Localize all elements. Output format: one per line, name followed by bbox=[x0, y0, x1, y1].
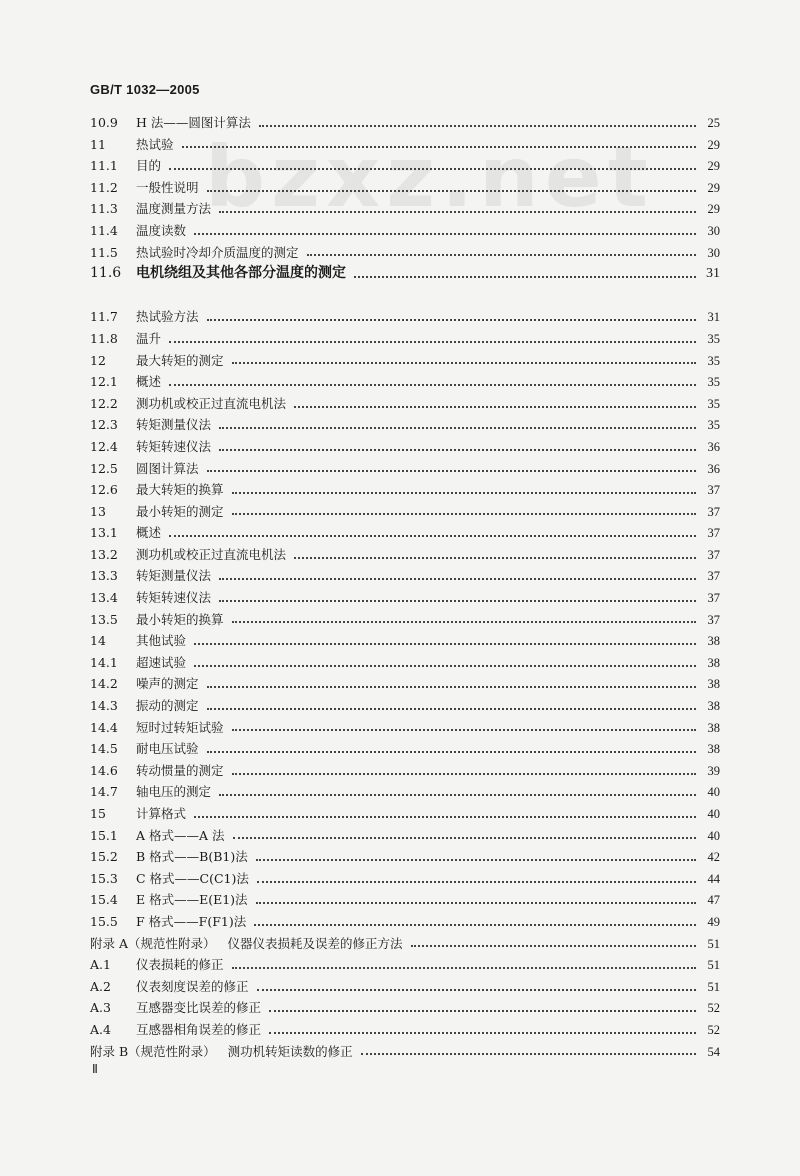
toc-entry-page: 35 bbox=[707, 353, 720, 368]
toc-entry-title: E 格式——E(E1)法 bbox=[136, 892, 248, 908]
toc-entry[interactable] bbox=[90, 544, 720, 566]
toc-entry-page: 40 bbox=[707, 785, 720, 800]
toc-entry-number: 12.6 bbox=[90, 482, 118, 498]
toc-entry-title: 互感器相角误差的修正 bbox=[136, 1021, 262, 1037]
toc-entry-title: 其他试验 bbox=[136, 633, 187, 649]
toc-entry-title: 目的 bbox=[136, 158, 162, 174]
dot-leader bbox=[256, 902, 696, 904]
toc-entry[interactable] bbox=[90, 889, 720, 911]
toc-entry[interactable] bbox=[90, 738, 720, 760]
toc-entry-number: A.4 bbox=[90, 1021, 111, 1037]
toc-entry[interactable] bbox=[90, 760, 720, 782]
toc-entry-page: 37 bbox=[707, 547, 720, 562]
dot-leader bbox=[232, 513, 696, 515]
toc-entry-page: 52 bbox=[707, 1022, 720, 1037]
dot-leader bbox=[207, 708, 696, 710]
toc-entry-title: 短时过转矩试验 bbox=[136, 719, 224, 735]
toc-entry-title: 最大转矩的换算 bbox=[136, 482, 224, 498]
toc-entry-title: 温度测量方法 bbox=[136, 201, 212, 217]
toc-entry[interactable] bbox=[90, 328, 720, 350]
toc-entry[interactable] bbox=[90, 522, 720, 544]
toc-entry[interactable] bbox=[90, 134, 720, 156]
dot-leader bbox=[169, 535, 696, 537]
toc-entry[interactable] bbox=[90, 609, 720, 631]
dot-leader bbox=[411, 945, 696, 947]
toc-entry-title: 振动的测定 bbox=[136, 698, 199, 714]
toc-entry-page: 35 bbox=[707, 396, 720, 411]
dot-leader bbox=[207, 686, 696, 688]
dot-leader bbox=[207, 319, 696, 321]
toc-entry-number: 12.4 bbox=[90, 438, 118, 454]
toc-entry-number: 13.4 bbox=[90, 590, 118, 606]
toc-entry-page: 54 bbox=[707, 1044, 720, 1059]
toc-entry-page: 37 bbox=[707, 483, 720, 498]
dot-leader bbox=[169, 384, 696, 386]
toc-entry-page: 40 bbox=[707, 828, 720, 843]
dot-leader bbox=[269, 1032, 696, 1034]
dot-leader bbox=[256, 859, 696, 861]
toc-entry-number: 14.6 bbox=[90, 762, 118, 778]
dot-leader bbox=[232, 621, 696, 623]
toc-entry-page: 38 bbox=[707, 742, 720, 757]
toc-entry[interactable] bbox=[90, 954, 720, 976]
dot-leader bbox=[232, 362, 696, 364]
dot-leader bbox=[219, 427, 696, 429]
dot-leader bbox=[169, 168, 696, 170]
toc-entry-title: 热试验 bbox=[136, 136, 174, 152]
toc-entry[interactable] bbox=[90, 155, 720, 177]
toc-entry-page: 37 bbox=[707, 591, 720, 606]
toc-entry-title: 仪器仪表损耗及误差的修正方法 bbox=[227, 935, 403, 951]
toc-entry-number: 12.1 bbox=[90, 374, 118, 390]
toc-entry[interactable] bbox=[90, 846, 720, 868]
toc-entry-number: 11.5 bbox=[90, 244, 118, 260]
toc-entry-title: 温度读数 bbox=[136, 222, 187, 238]
toc-entry-number: 11.1 bbox=[90, 158, 118, 174]
toc-entry-page: 36 bbox=[707, 439, 720, 454]
toc-entry-title: 耐电压试验 bbox=[136, 741, 199, 757]
toc-entry-page: 30 bbox=[707, 245, 720, 260]
toc-entry-number: A.3 bbox=[90, 1000, 111, 1016]
toc-entry-number: 15.1 bbox=[90, 827, 118, 843]
toc-entry[interactable] bbox=[90, 630, 720, 652]
toc-entry-title: A 格式——A 法 bbox=[136, 827, 225, 843]
page-number: Ⅱ bbox=[92, 1062, 98, 1076]
toc-entry-title: 一般性说明 bbox=[136, 179, 199, 195]
toc-entry[interactable] bbox=[90, 371, 720, 393]
toc-entry-page: 51 bbox=[707, 936, 720, 951]
toc-entry-page: 35 bbox=[707, 418, 720, 433]
toc-entry[interactable] bbox=[90, 717, 720, 739]
toc-entry[interactable] bbox=[90, 803, 720, 825]
toc-entry-page: 35 bbox=[707, 375, 720, 390]
toc-entry-title: 最小转矩的测定 bbox=[136, 503, 224, 519]
dot-leader bbox=[219, 578, 696, 580]
toc-entry-page: 38 bbox=[707, 655, 720, 670]
toc-entry-title: F 格式——F(F1)法 bbox=[136, 913, 247, 929]
toc-entry-page: 36 bbox=[707, 461, 720, 476]
dot-leader bbox=[194, 643, 696, 645]
toc-entry-number: 11.7 bbox=[90, 309, 118, 325]
toc-entry-title: 噪声的测定 bbox=[136, 676, 199, 692]
toc-entry-number: 13.1 bbox=[90, 525, 118, 541]
toc-entry-title: 转矩转速仪法 bbox=[136, 590, 212, 606]
toc-entry-number: 14.5 bbox=[90, 741, 118, 757]
toc-entry[interactable] bbox=[90, 306, 720, 328]
toc-entry-number: 12.3 bbox=[90, 417, 118, 433]
toc-entry-page: 38 bbox=[707, 677, 720, 692]
toc-entry-title: H 法——圆图计算法 bbox=[136, 115, 251, 130]
dot-leader bbox=[207, 751, 696, 753]
toc-entry-number: 12 bbox=[90, 352, 106, 368]
toc-entry[interactable] bbox=[90, 393, 720, 415]
toc-entry[interactable] bbox=[90, 1041, 720, 1063]
toc-entry[interactable] bbox=[90, 868, 720, 890]
dot-leader bbox=[233, 837, 696, 839]
toc-entry[interactable] bbox=[90, 112, 720, 134]
toc-entry-number: 10.9 bbox=[90, 115, 118, 130]
dot-leader bbox=[232, 967, 696, 969]
dot-leader bbox=[207, 470, 696, 472]
toc-entry[interactable] bbox=[90, 933, 720, 955]
dot-leader bbox=[207, 190, 696, 192]
dot-leader bbox=[232, 773, 696, 775]
toc-entry-title: 测功机转矩读数的修正 bbox=[227, 1043, 353, 1059]
toc-entry-number: 15.4 bbox=[90, 892, 118, 908]
toc-entry-page: 29 bbox=[707, 137, 720, 152]
toc-entry-number: 15.3 bbox=[90, 870, 118, 886]
toc-entry-number: 14.7 bbox=[90, 784, 118, 800]
toc-entry[interactable] bbox=[90, 781, 720, 803]
toc-entry-title: 仪表刻度误差的修正 bbox=[136, 978, 249, 994]
toc-entry[interactable] bbox=[90, 976, 720, 998]
toc-entry-page: 29 bbox=[707, 202, 720, 217]
dot-leader bbox=[219, 600, 696, 602]
toc-entry-number: 12.2 bbox=[90, 395, 118, 411]
toc-entry-title: 转矩转速仪法 bbox=[136, 438, 212, 454]
toc-entry-number: 13 bbox=[90, 503, 106, 519]
toc-entry-page: 29 bbox=[707, 159, 720, 174]
toc-entry-title: C 格式——C(C1)法 bbox=[136, 870, 249, 886]
dot-leader bbox=[307, 254, 696, 256]
toc-entry-title: 最小转矩的换算 bbox=[136, 611, 224, 627]
toc-entry-page: 49 bbox=[707, 914, 720, 929]
toc-entry[interactable] bbox=[90, 263, 720, 285]
toc-entry-page: 37 bbox=[707, 612, 720, 627]
toc-entry-title: 热试验时冷却介质温度的测定 bbox=[136, 244, 299, 260]
toc-entry-title: 圆图计算法 bbox=[136, 460, 199, 476]
toc-entry-page: 30 bbox=[707, 223, 720, 238]
toc-entry-title: B 格式——B(B1)法 bbox=[136, 849, 248, 865]
toc-entry-title: 转矩测量仪法 bbox=[136, 417, 212, 433]
toc-entry-page: 47 bbox=[707, 893, 720, 908]
toc-entry-number: 11.4 bbox=[90, 222, 118, 238]
toc-entry[interactable] bbox=[90, 565, 720, 587]
toc-entry-title: 概述 bbox=[136, 374, 162, 390]
toc-entry-title: 热试验方法 bbox=[136, 309, 199, 325]
dot-leader bbox=[194, 665, 696, 667]
toc-entry-page: 37 bbox=[707, 569, 720, 584]
toc-entry-title: 轴电压的测定 bbox=[136, 784, 212, 800]
toc-entry-page: 51 bbox=[707, 958, 720, 973]
toc-entry-number: 11.8 bbox=[90, 330, 118, 346]
toc-entry-page: 44 bbox=[707, 871, 720, 886]
toc-entry[interactable] bbox=[90, 997, 720, 1019]
toc-entry-number: 15 bbox=[90, 806, 106, 821]
toc-entry-number: 附录 A（规范性附录） bbox=[90, 935, 216, 951]
dot-leader bbox=[219, 794, 696, 796]
dot-leader bbox=[194, 816, 696, 818]
toc-entry-number: 12.5 bbox=[90, 460, 118, 476]
toc-entry-page: 25 bbox=[707, 116, 720, 130]
toc-entry[interactable] bbox=[90, 587, 720, 609]
toc-entry-title: 最大转矩的测定 bbox=[136, 352, 224, 368]
dot-leader bbox=[219, 211, 696, 213]
dot-leader bbox=[294, 557, 696, 559]
toc-entry-page: 40 bbox=[707, 807, 720, 821]
toc-entry-title: 互感器变比误差的修正 bbox=[136, 1000, 262, 1016]
toc-entry-number: 11.6 bbox=[90, 265, 122, 282]
toc-entry-number: 13.2 bbox=[90, 546, 118, 562]
dot-leader bbox=[232, 492, 696, 494]
dot-leader bbox=[354, 276, 696, 278]
toc-entry[interactable] bbox=[90, 501, 720, 523]
dot-leader bbox=[269, 1010, 696, 1012]
toc-entry[interactable] bbox=[90, 652, 720, 674]
toc-entry-page: 37 bbox=[707, 526, 720, 541]
toc-entry-title: 转动惯量的测定 bbox=[136, 762, 224, 778]
toc-entry-title: 温升 bbox=[136, 330, 162, 346]
toc-entry[interactable] bbox=[90, 825, 720, 847]
toc-entry[interactable] bbox=[90, 350, 720, 372]
toc-entry-number: 13.5 bbox=[90, 611, 118, 627]
toc-entry-page: 38 bbox=[707, 634, 720, 649]
toc-entry[interactable] bbox=[90, 198, 720, 220]
toc-entry[interactable] bbox=[90, 242, 720, 264]
dot-leader bbox=[219, 449, 696, 451]
toc-entry-page: 51 bbox=[707, 979, 720, 994]
toc-entry-number: 11.3 bbox=[90, 201, 118, 217]
toc-entry[interactable] bbox=[90, 911, 720, 933]
toc-entry-number: 11.2 bbox=[90, 179, 118, 195]
toc-entry[interactable] bbox=[90, 1019, 720, 1041]
toc-entry-title: 概述 bbox=[136, 525, 162, 541]
toc-entry-number: 14 bbox=[90, 633, 106, 649]
toc-entry-page: 39 bbox=[707, 763, 720, 778]
toc-entry-number: 11 bbox=[90, 136, 106, 152]
toc-entry-title: 计算格式 bbox=[136, 806, 187, 821]
dot-leader bbox=[232, 729, 696, 731]
dot-leader bbox=[169, 341, 696, 343]
toc-entry-number: 15.2 bbox=[90, 849, 118, 865]
toc-entry[interactable] bbox=[90, 220, 720, 242]
toc-entry-title: 超速试验 bbox=[136, 654, 187, 670]
dot-leader bbox=[257, 989, 696, 991]
toc-entry-number: 14.1 bbox=[90, 654, 118, 670]
toc-entry-page: 35 bbox=[707, 331, 720, 346]
toc-entry-title: 测功机或校正过直流电机法 bbox=[136, 546, 287, 562]
toc-entry-page: 31 bbox=[707, 310, 720, 325]
toc-entry-title: 电机绕组及其他各部分温度的测定 bbox=[136, 265, 346, 282]
dot-leader bbox=[182, 146, 696, 148]
toc-entry[interactable] bbox=[90, 436, 720, 458]
toc-entry-page: 42 bbox=[707, 850, 720, 865]
toc-entry-page: 29 bbox=[707, 180, 720, 195]
toc-entry-page: 31 bbox=[706, 266, 720, 282]
document-code: GB/T 1032—2005 bbox=[90, 82, 200, 97]
toc-entry[interactable] bbox=[90, 479, 720, 501]
toc-entry-number: A.1 bbox=[90, 957, 111, 973]
toc-entry-title: 测功机或校正过直流电机法 bbox=[136, 395, 287, 411]
dot-leader bbox=[254, 924, 696, 926]
toc-entry-number: 15.5 bbox=[90, 913, 118, 929]
dot-leader bbox=[361, 1053, 696, 1055]
dot-leader bbox=[259, 125, 696, 127]
toc-entry-number: 14.4 bbox=[90, 719, 118, 735]
toc-entry-number: 附录 B（规范性附录） bbox=[90, 1043, 216, 1059]
table-of-contents bbox=[90, 112, 720, 1062]
toc-entry-page: 38 bbox=[707, 720, 720, 735]
dot-leader bbox=[194, 233, 696, 235]
toc-entry-number: 14.2 bbox=[90, 676, 118, 692]
toc-entry[interactable] bbox=[90, 673, 720, 695]
toc-entry-page: 37 bbox=[707, 504, 720, 519]
watermark: bzxz.net bbox=[205, 128, 654, 226]
toc-entry-number: 13.3 bbox=[90, 568, 118, 584]
toc-entry-number: 14.3 bbox=[90, 698, 118, 714]
toc-entry[interactable] bbox=[90, 695, 720, 717]
toc-entry-page: 52 bbox=[707, 1001, 720, 1016]
dot-leader bbox=[294, 406, 696, 408]
toc-entry[interactable] bbox=[90, 414, 720, 436]
dot-leader bbox=[257, 881, 696, 883]
toc-entry-number: A.2 bbox=[90, 978, 111, 994]
toc-entry-title: 转矩测量仪法 bbox=[136, 568, 212, 584]
toc-entry-page: 38 bbox=[707, 699, 720, 714]
toc-entry[interactable] bbox=[90, 177, 720, 199]
toc-entry[interactable] bbox=[90, 458, 720, 480]
toc-entry-title: 仪表损耗的修正 bbox=[136, 957, 224, 973]
